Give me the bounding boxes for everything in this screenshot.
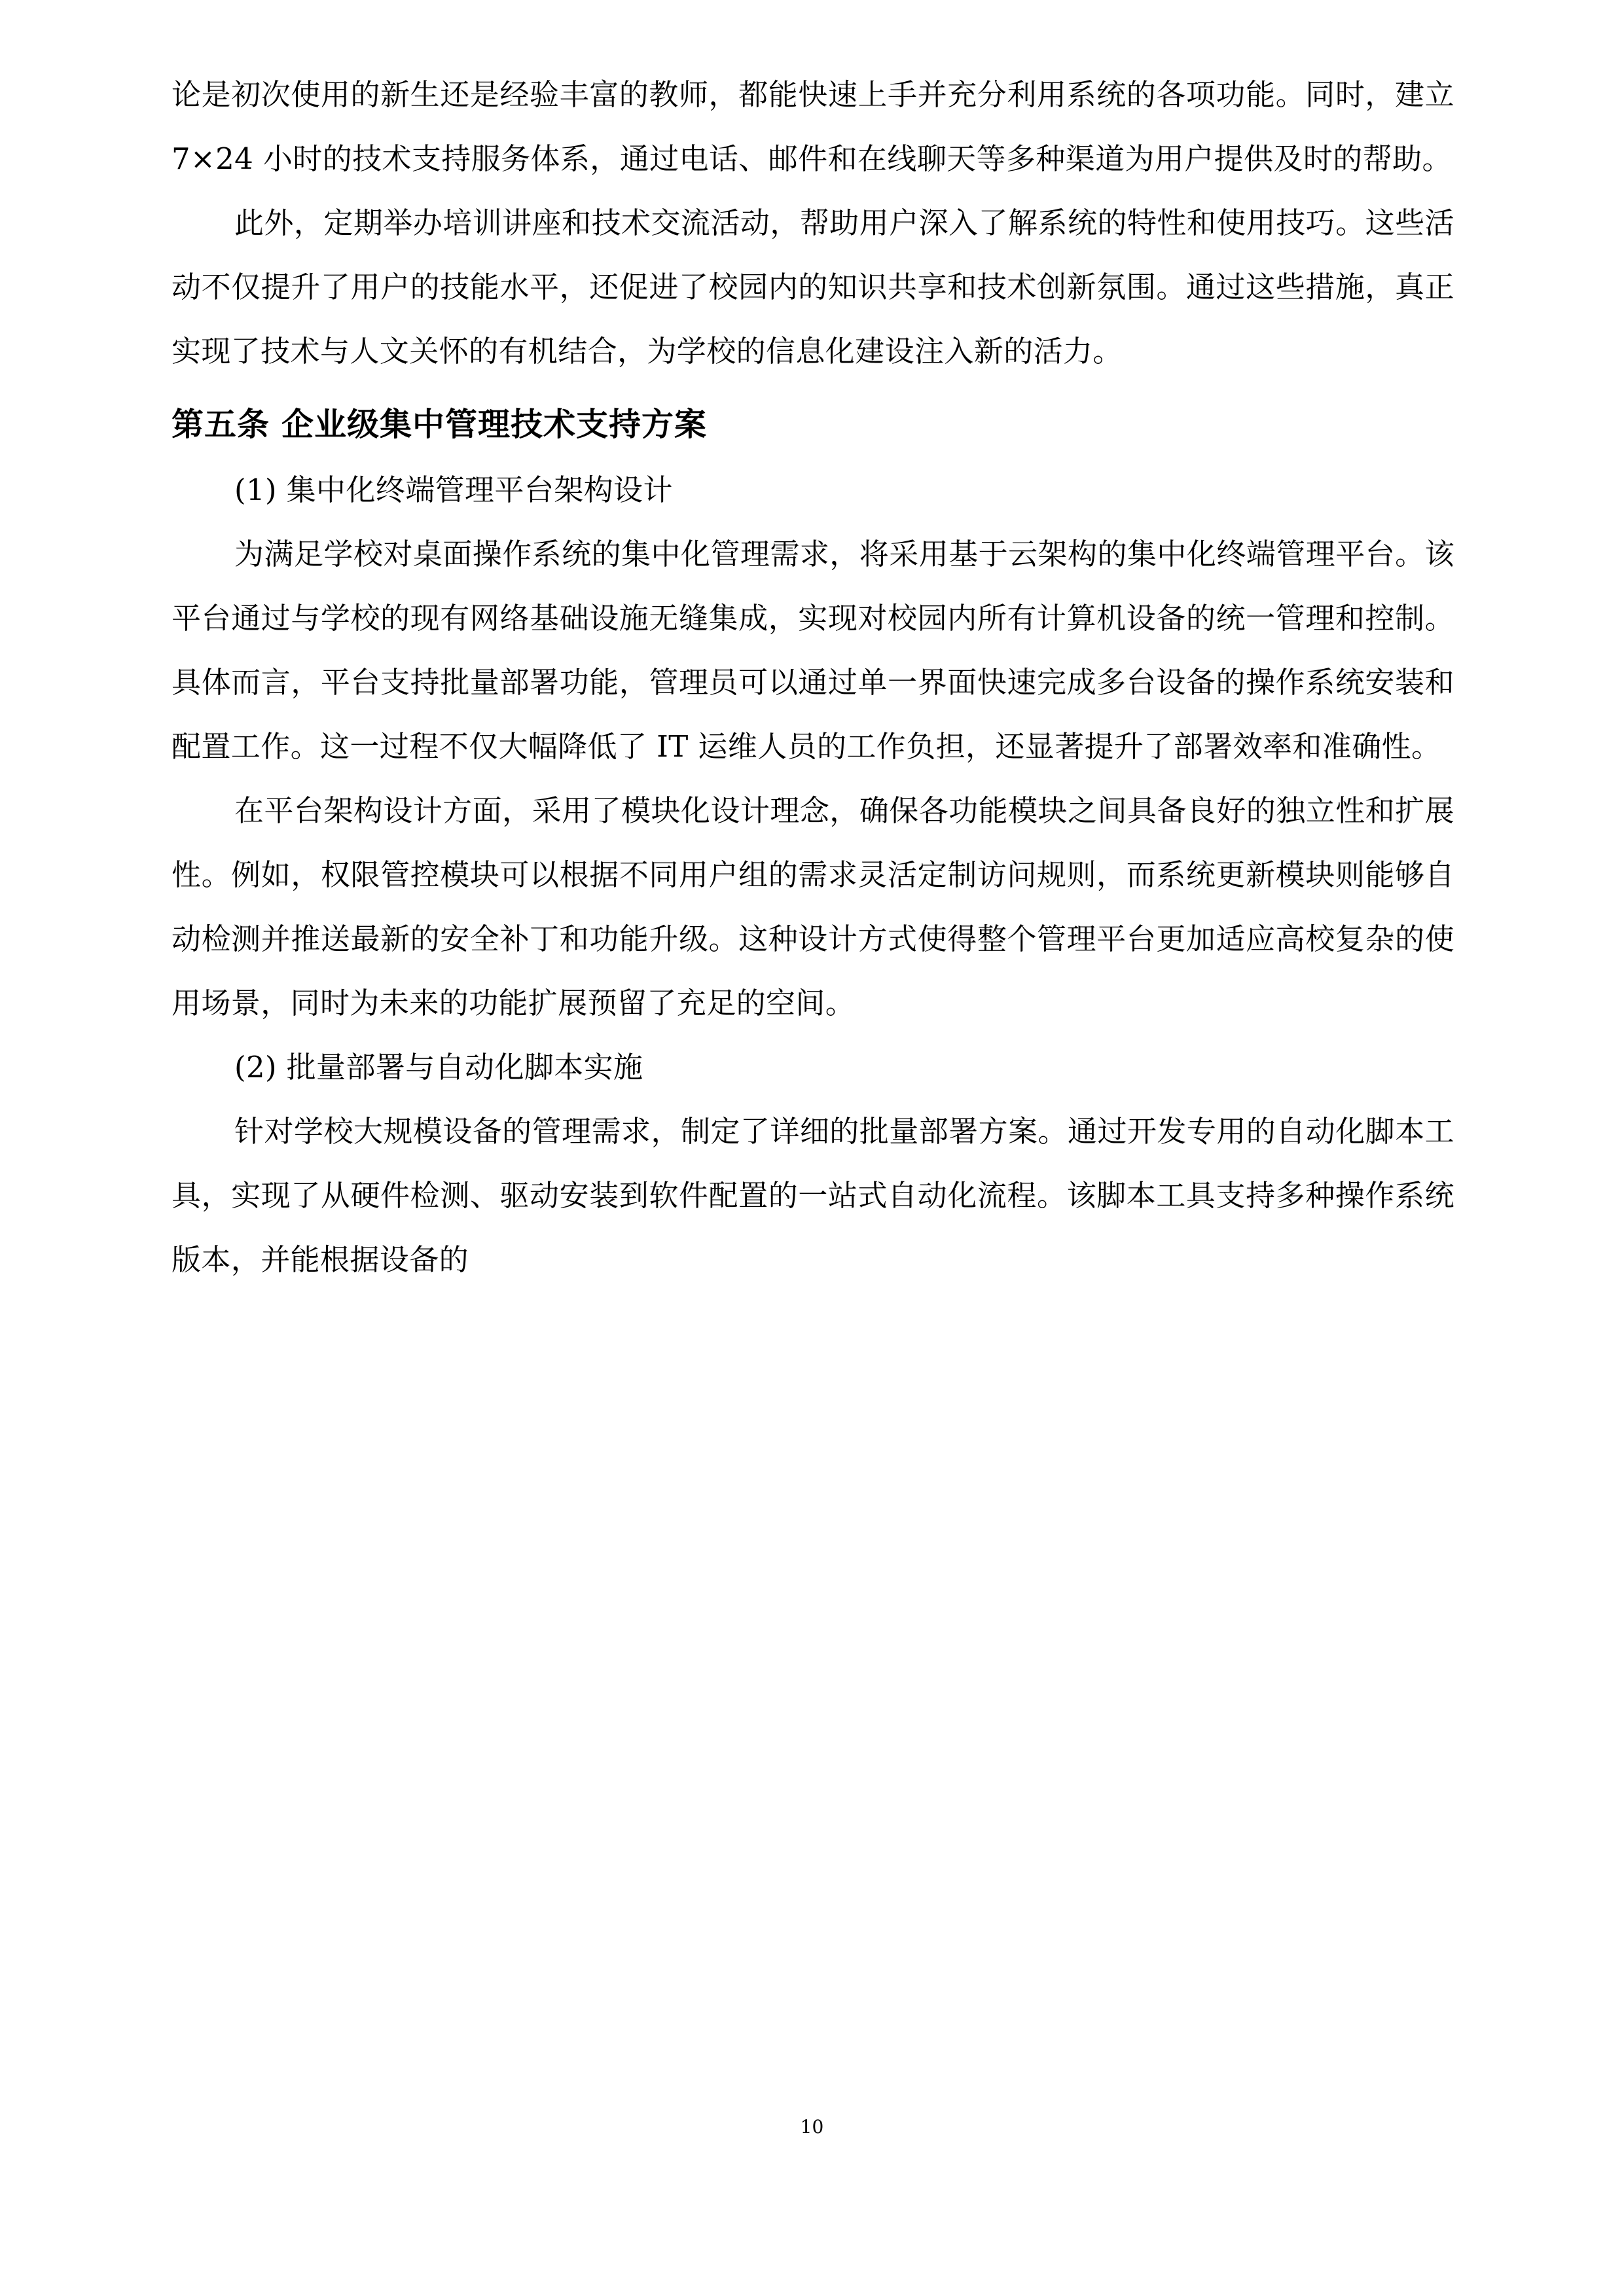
paragraph-training-seminars: 此外，定期举办培训讲座和技术交流活动，帮助用户深入了解系统的特性和使用技巧。这些活动不仅提升了用户的技能水平，还促进了校园内的知识共享和技术创新氛围。通过这些措施，真正实现了技术与人文关怀的有机结合，为学校的信息化建设注入新的活力。	[171, 206, 1454, 368]
subsection-heading-1: (1) 集中化终端管理平台架构设计	[234, 473, 673, 507]
section-heading-article-five: 第五条 企业级集中管理技术支持方案	[171, 405, 708, 443]
paragraph-modular-architecture: 在平台架构设计方面，采用了模块化设计理念，确保各功能模块之间具备良好的独立性和扩展性。例如，权限管控模块可以根据不同用户组的需求灵活定制访问规则，而系统更新模块则能够自动检测并推送最新的安全补丁和功能升级。这种设计方式使得整个管理平台更加适应高校复杂的使用场景，同时为未来的功能扩展预留了充足的空间。	[171, 793, 1454, 1020]
paragraph-platform-requirements: 为满足学校对桌面操作系统的集中化管理需求，将采用基于云架构的集中化终端管理平台。该平台通过与学校的现有网络基础设施无缝集成，实现对校园内所有计算机设备的统一管理和控制。具体而言，平台支持批量部署功能，管理员可以通过单一界面快速完成多台设备的操作系统安装和配置工作。这一过程不仅大幅降低了 IT 运维人员的工作负担，还显著提升了部署效率和准确性。	[171, 537, 1454, 764]
document-body	[171, 63, 1454, 1292]
page-number: 10	[800, 2116, 824, 2138]
paragraph-continuation: 论是初次使用的新生还是经验丰富的教师，都能快速上手并充分利用系统的各项功能。同时，建立 7×24 小时的技术支持服务体系，通过电话、邮件和在线聊天等多种渠道为用户提供及时的帮助。	[171, 77, 1454, 176]
paragraph-batch-deployment: 针对学校大规模设备的管理需求，制定了详细的批量部署方案。通过开发专用的自动化脚本工具，实现了从硬件检测、驱动安装到软件配置的一站式自动化流程。该脚本工具支持多种操作系统版本，并能根据设备的	[171, 1114, 1454, 1277]
subsection-heading-2: (2) 批量部署与自动化脚本实施	[234, 1050, 643, 1085]
